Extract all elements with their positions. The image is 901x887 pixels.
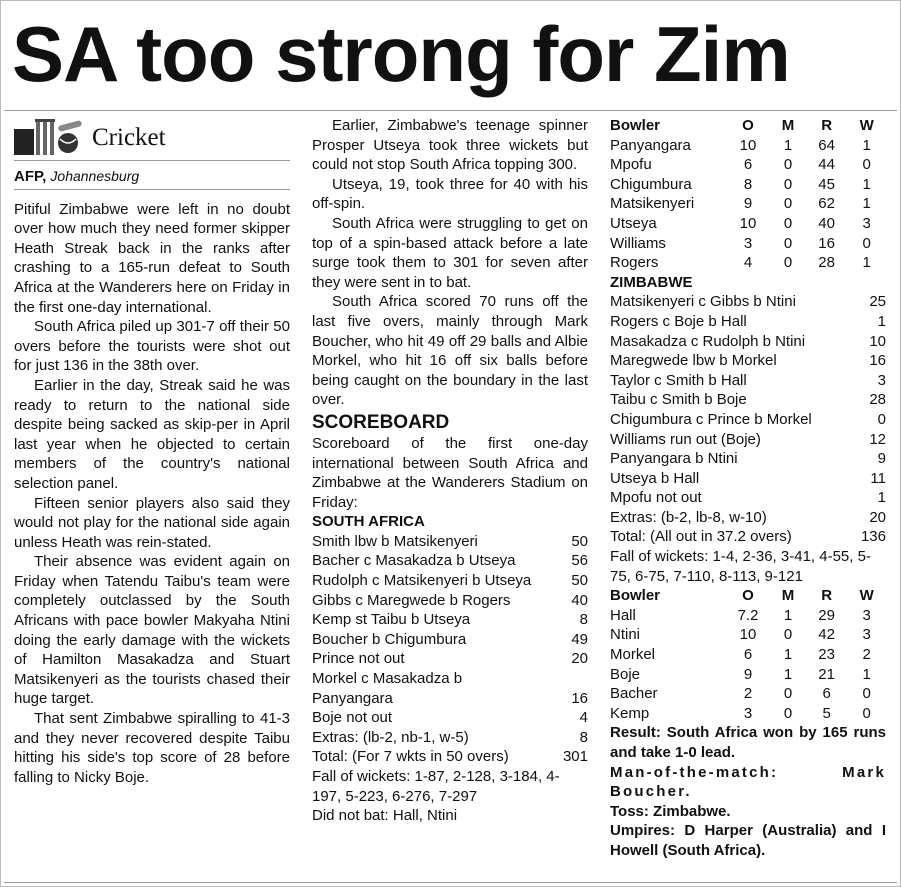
column-2 (312, 116, 588, 826)
bowling-figure: 0 (783, 175, 793, 193)
batting-row (312, 532, 588, 552)
batting-row (312, 591, 588, 611)
batting-row (610, 527, 886, 547)
column-3 (610, 116, 886, 861)
bowling-figure: 6 (743, 646, 753, 664)
batsman-entry: Extras: (lb-2, nb-1, w-5) (312, 728, 469, 746)
bowling-figure: 0 (862, 704, 871, 722)
batsman-runs: 50 (571, 532, 588, 550)
batsman-runs: 1 (877, 312, 886, 330)
sa-batting-list (312, 532, 588, 767)
headline: SA too strong for Zim (12, 10, 790, 98)
article-paragraph: South Africa piled up 301-7 off their 50 overs before the tourists were shot out for just 136 in the 38th over. (14, 318, 290, 375)
bowling-figure: 1 (783, 606, 793, 624)
batsman-runs: 16 (571, 689, 588, 707)
bowler-name: Panyangara (610, 136, 691, 154)
bowling-figure: 10 (739, 214, 757, 232)
batting-row (610, 371, 886, 391)
batsman-entry: Rogers c Boje b Hall (610, 312, 747, 330)
bowling-figure: 42 (818, 626, 835, 644)
article-paragraph: Utseya, 19, took three for 40 with his off-spin. (312, 175, 588, 213)
bowling-header: O (742, 117, 754, 134)
bowling-header: O (742, 587, 754, 605)
zim-bowling-table (610, 116, 886, 273)
batting-row (610, 312, 886, 332)
bowling-row (610, 606, 886, 626)
dateline (14, 167, 290, 190)
bowling-figure: 1 (783, 136, 793, 154)
bowling-figure: 0 (862, 685, 871, 703)
cricket-icon (14, 119, 86, 157)
batting-row (610, 351, 886, 371)
bowling-figure: 1 (862, 665, 871, 683)
bowling-figure: 1 (862, 195, 871, 213)
bowling-figure: 0 (783, 685, 793, 703)
batsman-entry: Smith lbw b Matsikenyeri (312, 532, 478, 550)
batsman-entry: Boje not out (312, 709, 393, 727)
bowling-figure: 9 (743, 665, 753, 683)
bowling-header: M (781, 117, 795, 134)
bowler-name: Utseya (610, 214, 657, 232)
batsman-runs: 301 (562, 748, 588, 766)
article-paragraph: Earlier in the day, Streak said he was ready to return to the national side despite being sacked as skip-per in April last year when he objected to certain members of the country's national selection panel. (14, 376, 290, 492)
bowling-row (610, 645, 886, 665)
batsman-entry: Taylor c Smith b Hall (610, 371, 747, 389)
article-paragraph: Fifteen senior players also said they would not play for the national side again unless Heath was rein-stated. (14, 494, 290, 551)
bowling-figure: 0 (783, 195, 793, 213)
bowling-figure: 3 (862, 214, 871, 232)
article-paragraph: Their absence was evident again on Friday when Tatendu Taibu's team were completely outclassed by the South Africans with pace bowler Makyaha Ntini doing the early damage with the wickets of Hamilton Masakadza and Stuart Matsikenyeri as the tourists chased their huge target. (14, 553, 290, 708)
column-1 (14, 116, 290, 787)
bowling-figure: 28 (818, 254, 835, 272)
bowling-figure: 3 (743, 234, 753, 252)
bowling-header: M (781, 587, 795, 605)
batting-row (312, 610, 588, 630)
dateline-place: Johannesburg (50, 168, 140, 184)
batsman-runs: 8 (579, 611, 588, 629)
batting-row (312, 571, 588, 591)
bottom-rule (4, 882, 897, 883)
bowler-name: Matsikenyeri (610, 195, 695, 213)
batting-row (312, 649, 588, 669)
zim-batting-list (610, 292, 886, 547)
batting-row (312, 708, 588, 728)
bowling-figure: 1 (783, 665, 793, 683)
article-paragraph: South Africa scored 70 runs off the last five overs, mainly through Mark Boucher, who hit 49 off 29 balls and Albie Morkel, who hit 16 off six balls before being caught on the boundary in the last over. (312, 293, 588, 409)
bowling-figure: 6 (743, 156, 753, 174)
batsman-runs: 0 (877, 410, 886, 428)
bowling-figure: 44 (818, 156, 835, 174)
batsman-runs: 8 (579, 728, 588, 746)
batsman-entry: Gibbs c Maregwede b Rogers (312, 591, 511, 609)
headline-rule (4, 110, 897, 111)
batsman-runs: 56 (571, 552, 588, 570)
bowling-figure: 0 (783, 156, 793, 174)
bowling-row (610, 175, 886, 195)
bowling-row (610, 625, 886, 645)
batsman-entry: Taibu c Smith b Boje (610, 391, 747, 409)
article-paragraph: South Africa were struggling to get on top of a spin-based attack before a late surge took them to 301 for seven after they were sent in to bat. (312, 214, 588, 291)
batting-row (610, 390, 886, 410)
bowling-row (610, 234, 886, 254)
batsman-entry: Prince not out (312, 650, 405, 668)
bowling-row (610, 214, 886, 234)
batsman-runs: 4 (579, 709, 588, 727)
batsman-runs: 9 (877, 450, 886, 468)
batting-row (610, 469, 886, 489)
bowling-figure: 0 (783, 254, 793, 272)
bowling-row (610, 665, 886, 685)
batsman-runs: 20 (869, 508, 886, 526)
sa-title: SOUTH AFRICA (312, 513, 425, 531)
bowling-figure: 62 (818, 195, 835, 213)
bowler-name: Ntini (610, 626, 641, 644)
bowling-figure: 16 (818, 234, 835, 252)
batting-row (610, 292, 886, 312)
bowling-row (610, 253, 886, 273)
bowling-figure: 5 (822, 704, 831, 722)
result: Result: South Africa won by 165 runs and take 1-0 lead. (610, 724, 886, 761)
sa-fall-of-wickets: Fall of wickets: 1-87, 2-128, 3-184, 4-197, 5-223, 6-276, 7-297 (312, 768, 560, 805)
bowler-name: Kemp (610, 704, 650, 722)
batting-row (312, 630, 588, 650)
batting-row (610, 410, 886, 430)
batsman-entry: Bacher c Masakadza b Utseya (312, 552, 516, 570)
bowling-figure: 29 (818, 606, 835, 624)
bowling-figure: 3 (862, 606, 871, 624)
batting-row (610, 488, 886, 508)
batsman-entry: Kemp st Taibu b Utseya (312, 611, 471, 629)
bowling-figure: 0 (783, 626, 793, 644)
sa-did-not-bat: Did not bat: Hall, Ntini (312, 807, 458, 825)
bowling-figure: 4 (743, 254, 753, 272)
dateline-source: AFP, (14, 168, 47, 185)
bowling-figure: 3 (862, 626, 871, 644)
bowler-name: Williams (610, 234, 666, 252)
bowling-figure: 3 (743, 704, 753, 722)
section-label: Cricket (92, 124, 166, 152)
bowling-figure: 10 (739, 136, 757, 154)
bowling-figure: 1 (783, 646, 793, 664)
bowling-figure: 2 (743, 685, 753, 703)
bowling-header-row (610, 116, 886, 136)
batsman-entry: Total: (For 7 wkts in 50 overs) (312, 748, 509, 766)
bowling-figure: 1 (862, 175, 871, 193)
bowling-figure: 10 (739, 626, 757, 644)
batsman-entry: Panyangara b Ntini (610, 450, 738, 468)
article-paragraph: Earlier, Zimbabwe's teenage spinner Prosper Utseya took three wickets but could not stop South Africa topping 300. (312, 117, 588, 174)
batsman-entry: Maregwede lbw b Morkel (610, 352, 777, 370)
batsman-entry: Total: (All out in 37.2 overs) (610, 528, 792, 546)
bowling-figure: 7.2 (737, 606, 759, 624)
bowling-figure: 8 (743, 175, 753, 193)
batsman-runs: 40 (571, 591, 588, 609)
toss: Toss: Zimbabwe. (610, 802, 731, 820)
batting-row (312, 728, 588, 748)
bowling-figure: 0 (862, 156, 871, 174)
man-of-match: Man-of-the-match: Mark Boucher. (610, 763, 886, 801)
bowler-name: Morkel (610, 646, 656, 664)
bowling-figure: 0 (783, 704, 793, 722)
batsman-runs: 11 (870, 469, 886, 487)
batsman-entry: Mpofu not out (610, 489, 702, 507)
bowling-row (610, 136, 886, 156)
batting-row (312, 551, 588, 571)
bowling-figure: 40 (818, 214, 835, 232)
sa-bowling-table (610, 586, 886, 723)
batsman-runs: 28 (869, 391, 886, 409)
bowling-header: R (821, 587, 833, 605)
batting-row (610, 508, 886, 528)
article-paragraph: That sent Zimbabwe spiralling to 41-3 and they never recovered despite Taibu hitting his side's top score of 28 before falling to Nicky Boje. (14, 710, 290, 786)
bowling-figure: 23 (818, 646, 835, 664)
batsman-entry: Morkel c Masakadza b (312, 670, 463, 688)
bowler-name: Hall (610, 606, 636, 624)
bowling-figure: 64 (818, 136, 835, 154)
bowling-header: R (821, 117, 833, 134)
scoreboard-title: SCOREBOARD (312, 411, 450, 433)
section-logo (14, 118, 290, 158)
batsman-entry: Extras: (b-2, lb-8, w-10) (610, 508, 767, 526)
batting-row (312, 689, 588, 709)
batsman-entry: Matsikenyeri c Gibbs b Ntini (610, 293, 796, 311)
batsman-runs: 1 (877, 489, 886, 507)
section-rule (14, 160, 290, 161)
bowling-figure: 1 (862, 136, 871, 154)
batsman-runs: 25 (869, 293, 886, 311)
bowling-figure: 9 (743, 195, 753, 213)
bowling-header: W (859, 117, 874, 134)
batting-row (312, 747, 588, 767)
scoreboard-intro: Scoreboard of the first one-day international between South Africa and Zimbabwe at the Wanderers Stadium on Friday: (312, 434, 588, 511)
bowling-header: W (859, 587, 874, 605)
bowling-header: Bowler (610, 117, 661, 134)
batsman-runs: 20 (571, 650, 588, 668)
batsman-entry: Williams run out (Boje) (610, 430, 761, 448)
zim-fall-of-wickets: Fall of wickets: 1-4, 2-36, 3-41, 4-55, 5-75, 6-75, 7-110, 8-113, 9-121 (610, 548, 871, 585)
bowling-figure: 0 (783, 214, 793, 232)
bowling-figure: 2 (862, 646, 871, 664)
bowling-figure: 0 (783, 234, 793, 252)
batsman-runs: 3 (877, 371, 886, 389)
bowling-figure: 1 (862, 254, 871, 272)
batsman-runs: 50 (571, 572, 588, 590)
batsman-entry: Masakadza c Rudolph b Ntini (610, 332, 806, 350)
batsman-runs (558, 669, 588, 689)
batsman-entry: Boucher b Chigumbura (312, 630, 467, 648)
bowler-name: Rogers (610, 254, 659, 272)
bowling-row (610, 194, 886, 214)
umpires: Umpires: D Harper (Australia) and I Howell (South Africa). (610, 822, 886, 859)
batting-row (610, 449, 886, 469)
batting-row (312, 669, 588, 689)
bowling-row (610, 704, 886, 724)
batting-row (610, 430, 886, 450)
bowler-name: Boje (610, 665, 641, 683)
batsman-entry: Rudolph c Matsikenyeri b Utseya (312, 572, 532, 590)
bowling-row (610, 684, 886, 704)
bowling-header: Bowler (610, 587, 661, 605)
batsman-runs: 16 (869, 352, 886, 370)
batsman-runs: 10 (869, 332, 886, 350)
batsman-runs: 49 (571, 630, 588, 648)
bowling-figure: 45 (818, 175, 835, 193)
article-paragraph: Pitiful Zimbabwe were left in no doubt over how much they need former skipper Heath Streak back in the ranks after crashing to a 165-run defeat to South Africa at the Wanderers here on Friday in the first one-day international. (14, 200, 290, 316)
bowling-figure: 0 (862, 234, 871, 252)
bowling-figure: 6 (822, 685, 831, 703)
batsman-runs: 12 (869, 430, 886, 448)
bowling-row (610, 155, 886, 175)
bowler-name: Bacher (610, 685, 658, 703)
bowling-figure: 21 (818, 665, 835, 683)
zim-title: ZIMBABWE (610, 273, 693, 291)
batsman-entry: Utseya b Hall (610, 469, 700, 487)
bowler-name: Chigumbura (610, 175, 692, 193)
batsman-entry: Panyangara (312, 689, 393, 707)
bowler-name: Mpofu (610, 156, 652, 174)
batsman-entry: Chigumbura c Prince b Morkel (610, 410, 812, 428)
batsman-runs: 136 (860, 528, 886, 546)
batting-row (610, 332, 886, 352)
bowling-header-row (610, 586, 886, 606)
